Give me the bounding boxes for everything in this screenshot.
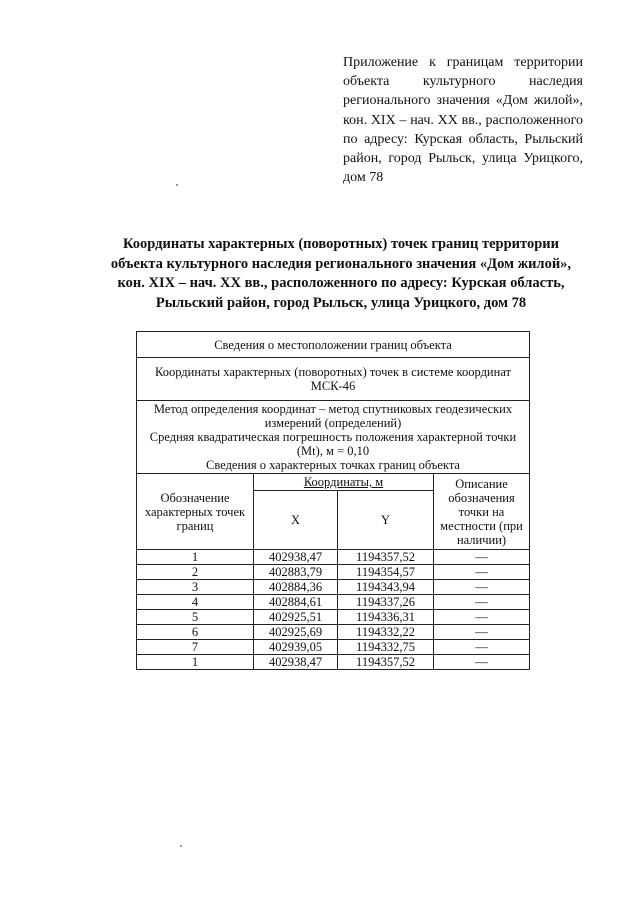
table-row [137, 640, 530, 655]
method-text: Метод определения координат – метод спутниковых геодезических измерений (определений) [153, 402, 513, 430]
x-cell: 402925,69 [254, 625, 338, 640]
coordinates-table [136, 331, 530, 670]
table-row [137, 625, 530, 640]
point-cell: 7 [137, 640, 254, 655]
info-row-system [137, 358, 530, 401]
point-cell: 1 [137, 550, 254, 565]
header-description: Описание обозначения точки на местности (при наличии) [434, 474, 530, 550]
y-cell: 1194337,26 [338, 595, 434, 610]
accuracy-text: Средняя квадратическая погрешность положения характерной точки (Mt), м = 0,10 [149, 430, 517, 458]
x-cell: 402938,47 [254, 655, 338, 670]
info-method-cell [137, 401, 530, 474]
description-cell: — [434, 595, 530, 610]
points-info-text: Сведения о характерных точках границ объекта [206, 458, 460, 472]
y-cell: 1194357,52 [338, 550, 434, 565]
table-row [137, 565, 530, 580]
description-cell: — [434, 655, 530, 670]
header-coordinates: Координаты, м [254, 474, 434, 491]
y-cell: 1194332,75 [338, 640, 434, 655]
appendix-note: Приложение к границам территории объекта культурного наследия регионального значения «Дом жилой», кон. XIX – нач. XX вв., расположенного по адресу: Курская область, Рыльский район, город Рыльск, улица Урицкого, дом 78 [343, 55, 583, 186]
header-designation: Обозначение характерных точек границ [137, 474, 254, 550]
x-cell: 402883,79 [254, 565, 338, 580]
x-cell: 402884,61 [254, 595, 338, 610]
description-cell: — [434, 565, 530, 580]
point-cell: 2 [137, 565, 254, 580]
y-cell: 1194336,31 [338, 610, 434, 625]
info-row-method [137, 401, 530, 474]
table-row [137, 610, 530, 625]
header-row-top [137, 474, 530, 491]
info-location-cell: Сведения о местоположении границ объекта [137, 332, 530, 358]
description-cell: — [434, 550, 530, 565]
header-x: X [254, 491, 338, 550]
table-row [137, 550, 530, 565]
document-title: Координаты характерных (поворотных) точек границ территории объекта культурного наследия регионального значения «Дом жилой», кон. XIX – нач. XX вв., расположенного по адресу: Курская область, Рыльский район, город Рыльск, улица Урицкого, дом 78 [110, 236, 572, 311]
description-cell: — [434, 580, 530, 595]
description-cell: — [434, 640, 530, 655]
point-cell: 4 [137, 595, 254, 610]
y-cell: 1194332,22 [338, 625, 434, 640]
table-row [137, 595, 530, 610]
info-row-location [137, 332, 530, 358]
y-cell: 1194357,52 [338, 655, 434, 670]
point-cell: 6 [137, 625, 254, 640]
description-cell: — [434, 625, 530, 640]
x-cell: 402939,05 [254, 640, 338, 655]
header-y: Y [338, 491, 434, 550]
point-cell: 3 [137, 580, 254, 595]
x-cell: 402884,36 [254, 580, 338, 595]
y-cell: 1194343,94 [338, 580, 434, 595]
description-cell: — [434, 610, 530, 625]
x-cell: 402938,47 [254, 550, 338, 565]
table-row [137, 655, 530, 670]
y-cell: 1194354,57 [338, 565, 434, 580]
x-cell: 402925,51 [254, 610, 338, 625]
info-system-cell: Координаты характерных (поворотных) точек в системе координат МСК-46 [137, 358, 530, 401]
point-cell: 5 [137, 610, 254, 625]
scan-speck [180, 845, 182, 847]
scan-speck [176, 184, 178, 186]
table-row [137, 580, 530, 595]
point-cell: 1 [137, 655, 254, 670]
